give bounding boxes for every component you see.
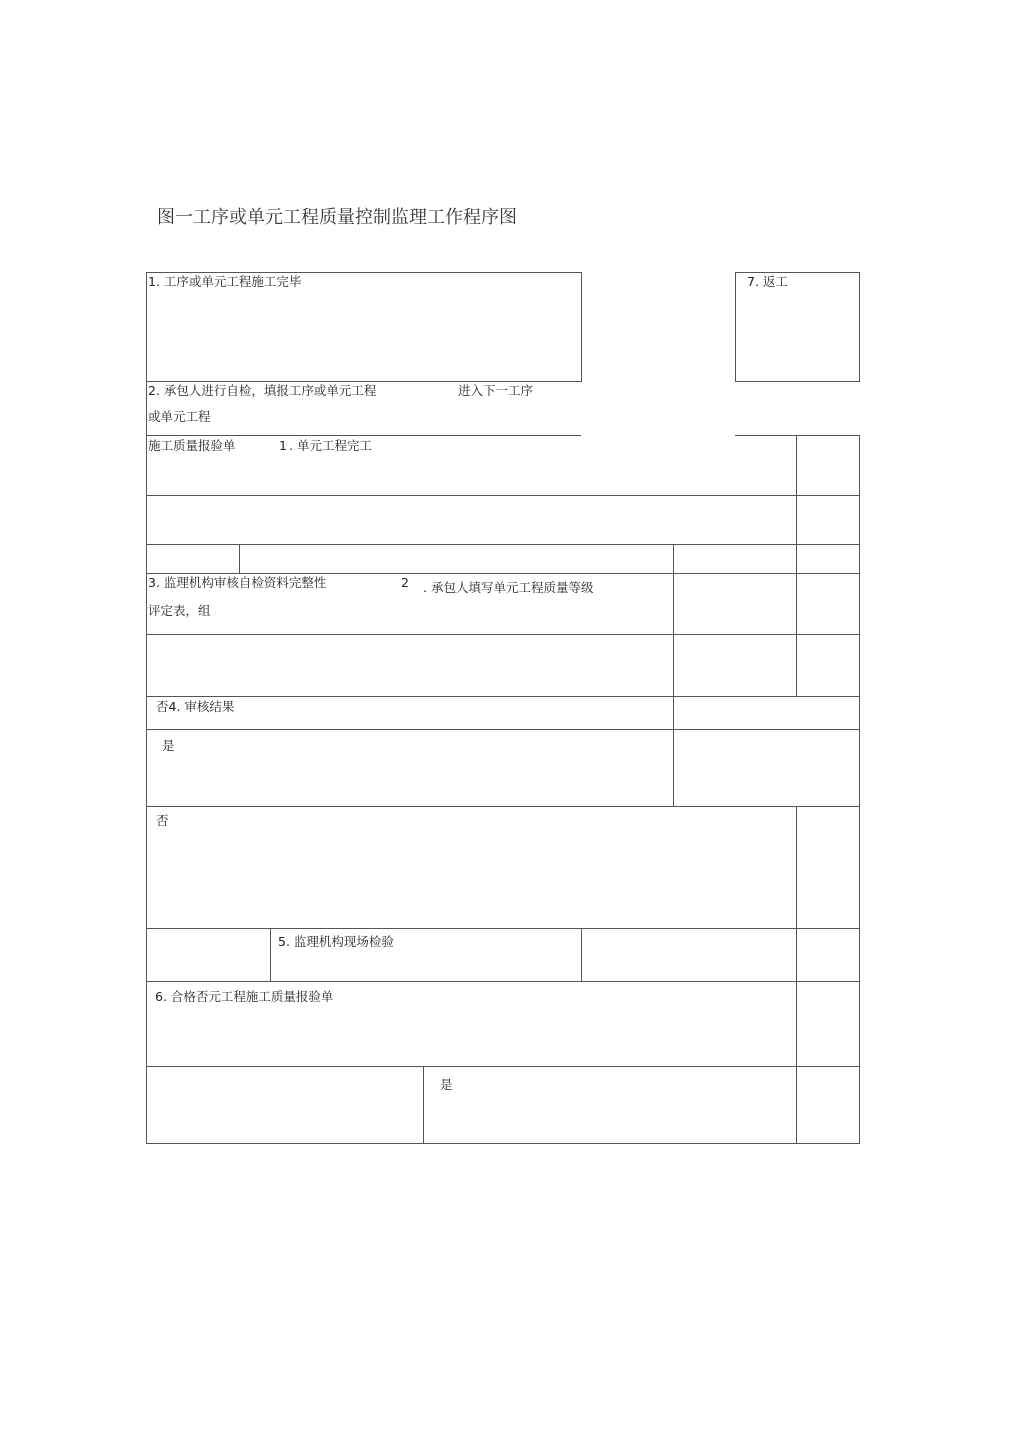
yes-label-2: 是 — [440, 1077, 453, 1092]
step6-label: 6. 合格否元工程施工质量报验单 — [155, 989, 334, 1004]
step2-label-line2: 或单元工程 — [148, 409, 211, 424]
step2-label-line1: 2. 承包人进行自检，填报工序或单元工程 — [148, 383, 377, 398]
fill-grade-number: 2 — [401, 575, 409, 590]
step4-label: 否4. 审核结果 — [156, 699, 235, 714]
step7-label: 7. 返工 — [747, 274, 788, 289]
fill-grade-label-line2: 评定表，组 — [148, 603, 211, 618]
step1-label: 1. 工序或单元工程施工完毕 — [148, 274, 302, 289]
step5-label: 5. 监理机构现场检验 — [278, 934, 394, 949]
yes-label-1: 是 — [162, 738, 175, 753]
next-process-label: 进入下一工序 — [458, 383, 534, 398]
step3-label: 3. 监理机构审核自检资料完整性 — [148, 575, 327, 590]
page-title: 图一工序或单元工程质量控制监理工作程序图 — [157, 207, 517, 228]
no-label-1: 否 — [156, 813, 169, 828]
fill-grade-label: . 承包人填写单元工程质量等级 — [423, 580, 594, 595]
unit-complete-number: 1 — [279, 438, 287, 453]
unit-complete-label: . 单元工程完工 — [289, 438, 372, 453]
step2-label-line3: 施工质量报验单 — [148, 438, 236, 453]
